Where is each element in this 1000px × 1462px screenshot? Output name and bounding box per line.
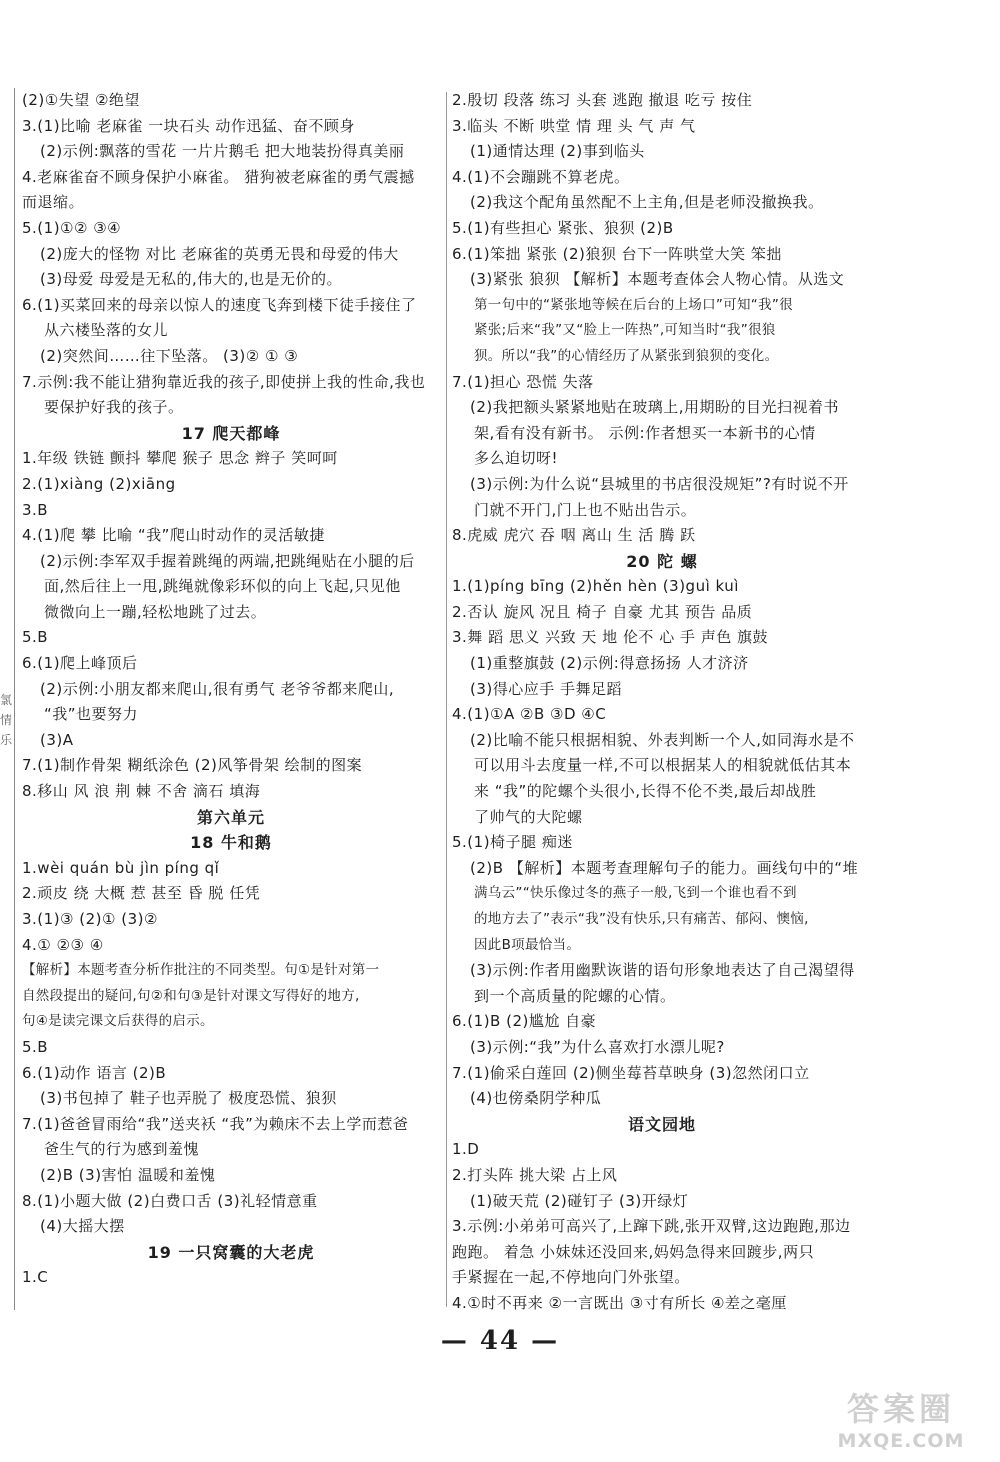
answer-line: (2)示例:李军双手握着跳绳的两端,把跳绳贴在小腿的后: [40, 551, 415, 570]
answer-line: 3.临头 不断 哄堂 情 理 头 气 声 气: [452, 116, 696, 135]
answer-line: 8.移山 风 浪 荆 棘 不舍 滴石 填海: [22, 782, 261, 801]
answer-line: 6.(1)买菜回来的母亲以惊人的速度飞奔到楼下徒手接住了: [22, 295, 417, 314]
answer-line: (2)①失望 ②绝望: [22, 91, 140, 109]
answer-line: (1)通情达理 (2)事到临头: [470, 142, 645, 161]
answer-line: (3)书包掉了 鞋子也弄脱了 极度恐慌、狼狈: [40, 1089, 337, 1108]
margin-mark: 情: [0, 713, 13, 727]
answer-line: (4)大摇大摆: [40, 1217, 125, 1236]
answer-line: 5.(1)有些担心 紧张、狼狈 (2)B: [452, 218, 674, 237]
answer-line: (3)A: [40, 730, 74, 749]
section-heading: 第六单元: [196, 807, 265, 827]
section-heading: 17 爬天都峰: [181, 423, 281, 443]
answer-line: 3.(1)比喻 老麻雀 一块石头 动作迅猛、奋不顾身: [22, 116, 355, 135]
answer-line: (2)庞大的怪物 对比 老麻雀的英勇无畏和母爱的伟大: [40, 244, 399, 263]
answer-line: 架,看有没有新书。 示例:作者想买一本新书的心情: [474, 423, 816, 442]
watermark-logo: [816, 1384, 986, 1452]
answer-line: 2.打头阵 挑大梁 占上风: [452, 1165, 618, 1184]
right-answer-column: [452, 88, 872, 1317]
answer-line: (4)也傍桑阴学种瓜: [470, 1089, 602, 1108]
answer-line: 1.wèi quán bù jìn píng qǐ: [22, 858, 220, 877]
answer-line: (2)B 【解析】本题考查理解句子的能力。画线句中的“堆: [470, 858, 859, 877]
answer-line: (2)我把额头紧紧地贴在玻璃上,用期盼的目光扫视着书: [470, 398, 840, 417]
answer-line: 2.否认 旋风 况且 椅子 自豪 尤其 预告 品质: [452, 602, 753, 621]
answer-line: 面,然后往上一甩,跳绳就像彩环似的向上飞起,只见他: [44, 577, 401, 596]
answer-line: 4.老麻雀奋不顾身保护小麻雀。 猎狗被老麻雀的勇气震撼: [22, 167, 415, 186]
watermark-title: 答案圈: [846, 1390, 955, 1428]
answer-line: (3)示例:作者用幽默诙谐的语句形象地表达了自己渴望得: [470, 961, 855, 980]
answer-line: 2.顽皮 绕 大概 惹 甚至 昏 脱 任凭: [22, 884, 261, 903]
answer-line: 1.(1)píng bīng (2)hěn hèn (3)guì kuì: [452, 577, 739, 596]
answer-line: 1.D: [452, 1140, 480, 1159]
answer-line: 6.(1)爬上峰顶后: [22, 654, 138, 673]
answer-line: 因此B项最恰当。: [474, 936, 581, 953]
section-heading: 语文园地: [627, 1114, 696, 1134]
answer-line: 可以用斗去度量一样,不可以根据某人的相貌就低估其本: [474, 756, 852, 775]
answer-line: 1.C: [22, 1268, 49, 1287]
answer-line: 门就不开门,门上也不贴出告示。: [474, 500, 697, 519]
answer-line: 5.B: [22, 628, 49, 647]
answer-line: 4.(1)爬 攀 比喻 “我”爬山时动作的灵活敏捷: [22, 526, 325, 545]
answer-line: 5.(1)椅子腿 痴迷: [452, 833, 573, 852]
answer-line: 2.(1)xiàng (2)xiāng: [22, 474, 176, 493]
answer-line: 3.示例:小弟弟可高兴了,上蹿下跳,张开双臂,这边跑跑,那边: [452, 1217, 851, 1236]
answer-line: 要保护好我的孩子。: [44, 398, 184, 417]
answer-line: 句④是读完课文后获得的启示。: [22, 1013, 214, 1030]
answer-line: 3.B: [22, 500, 49, 519]
answer-line: (3)母爱 母爱是无私的,伟大的,也是无价的。: [40, 270, 343, 289]
answer-line: 6.(1)B (2)尴尬 自豪: [452, 1012, 597, 1031]
margin-mark: 氯: [0, 693, 13, 707]
answer-line: (3)紧张 狼狈 【解析】本题考查体会人物心情。从选文: [470, 270, 845, 289]
section-heading: 19 一只窝囊的大老虎: [147, 1242, 315, 1262]
answer-line: 紧张;后来“我”又“脸上一阵热”,可知当时“我”很狼: [474, 322, 776, 339]
answer-line: 爸生气的行为感到羞愧: [44, 1140, 200, 1159]
answer-line: 5.B: [22, 1037, 49, 1056]
answer-line: 4.(1)①A ②B ③D ④C: [452, 705, 607, 724]
watermark-url: MXQE.COM: [837, 1430, 965, 1452]
answer-line: 1.年级 铁链 颤抖 攀爬 猴子 思念 辫子 笑呵呵: [22, 449, 338, 468]
answer-line: 多么迫切呀!: [474, 449, 559, 468]
answer-line: 6.(1)笨拙 紧张 (2)狼狈 台下一阵哄堂大笑 笨拙: [452, 244, 782, 263]
answer-line: 的地方去了”表示“我”没有快乐,只有痛苦、郁闷、懊恼,: [474, 911, 809, 927]
left-answer-column: [22, 88, 440, 1291]
answer-line: 8.虎威 虎穴 吞 咽 离山 生 活 腾 跃: [452, 526, 696, 545]
answer-line: (2)示例:小朋友都来爬山,很有勇气 老爷爷都来爬山,: [40, 679, 395, 698]
answer-line: 满乌云”“快乐像过冬的燕子一般,飞到一个谁也看不到: [474, 885, 797, 902]
section-heading: 18 牛和鹅: [190, 833, 272, 853]
answer-line: 手紧握在一起,不停地向门外张望。: [452, 1268, 690, 1287]
answer-line: 到一个高质量的陀螺的心情。: [474, 986, 676, 1005]
answer-line: (3)示例:“我”为什么喜欢打水漂儿呢?: [470, 1037, 725, 1056]
answer-line: 而退缩。: [22, 193, 85, 212]
answer-line: 4.①时不再来 ②一言既出 ③寸有所长 ④差之毫厘: [452, 1293, 787, 1312]
answer-line: 来 “我”的陀螺个头很小,长得不伦不类,最后却战胜: [474, 782, 817, 801]
answer-line: (1)破天荒 (2)碰钉子 (3)开绿灯: [470, 1191, 689, 1210]
answer-line: 2.殷切 段落 练习 头套 逃跑 撤退 吃亏 按住: [452, 91, 753, 109]
answer-line: (3)示例:为什么说“县城里的书店很没规矩”?有时说不开: [470, 474, 849, 493]
answer-line: (2)B (3)害怕 温暖和羞愧: [40, 1165, 216, 1184]
answer-line: 微微向上一蹦,轻松地跳了过去。: [44, 602, 267, 621]
answer-line: 了帅气的大陀螺: [474, 807, 583, 826]
answer-line: 8.(1)小题大做 (2)白费口舌 (3)礼轻情意重: [22, 1191, 318, 1210]
answer-line: 4.① ②③ ④: [22, 935, 104, 954]
answer-line: (2)突然间……往下坠落。 (3)② ① ③: [40, 346, 299, 365]
answer-line: 3.舞 蹈 思义 兴致 天 地 伦不 心 手 声色 旗鼓: [452, 628, 768, 647]
answer-line: 7.(1)担心 恐慌 失落: [452, 372, 594, 391]
answer-line: 5.(1)①② ③④: [22, 218, 122, 237]
answer-line: 6.(1)动作 语言 (2)B: [22, 1063, 167, 1082]
answer-line: 7.示例:我不能让猎狗靠近我的孩子,即使拼上我的性命,我也: [22, 372, 426, 391]
answer-line: (2)我这个配角虽然配不上主角,但是老师没撤换我。: [470, 193, 824, 212]
answer-line: “我”也要努力: [44, 705, 139, 724]
answer-line: 【解析】本题考查分析作批注的不同类型。句①是针对第一: [22, 962, 380, 979]
answer-line: 7.(1)制作骨架 糊纸涂色 (2)风筝骨架 绘制的图案: [22, 756, 363, 775]
page-number: — 44 —: [440, 1326, 560, 1356]
answer-line: 跑跑。 着急 小妹妹还没回来,妈妈急得来回踱步,两只: [452, 1242, 815, 1261]
answer-line: (3)得心应手 手舞足蹈: [470, 679, 623, 698]
answer-line: 自然段提出的疑问,句②和句③是针对课文写得好的地方,: [22, 987, 360, 1004]
answer-line: 从六楼坠落的女儿: [44, 321, 169, 340]
left-margin-marks: [0, 690, 12, 750]
answer-line: 7.(1)偷采白莲回 (2)侧坐莓苔草映身 (3)忽然闭口立: [452, 1063, 810, 1082]
answer-line: (1)重整旗鼓 (2)示例:得意扬扬 人才济济: [470, 654, 749, 673]
margin-mark: 乐: [0, 733, 13, 747]
answer-line: 3.(1)③ (2)① (3)②: [22, 910, 158, 928]
column-divider: [446, 92, 447, 1307]
answer-line: 第一句中的“紧张地等候在后台的上场口”可知“我”很: [474, 296, 793, 313]
answer-line: 4.(1)不会蹦跳不算老虎。: [452, 167, 630, 186]
answer-line: 7.(1)爸爸冒雨给“我”送夹袄 “我”为赖床不去上学而惹爸: [22, 1114, 409, 1133]
answer-line: (2)比喻不能只根据相貌、外表判断一个人,如同海水是不: [470, 730, 855, 749]
section-heading: 20 陀 螺: [626, 551, 698, 571]
answer-line: 狈。所以“我”的心情经历了从紧张到狼狈的变化。: [474, 347, 779, 364]
answer-line: (2)示例:飘落的雪花 一片片鹅毛 把大地装扮得真美丽: [40, 142, 405, 161]
